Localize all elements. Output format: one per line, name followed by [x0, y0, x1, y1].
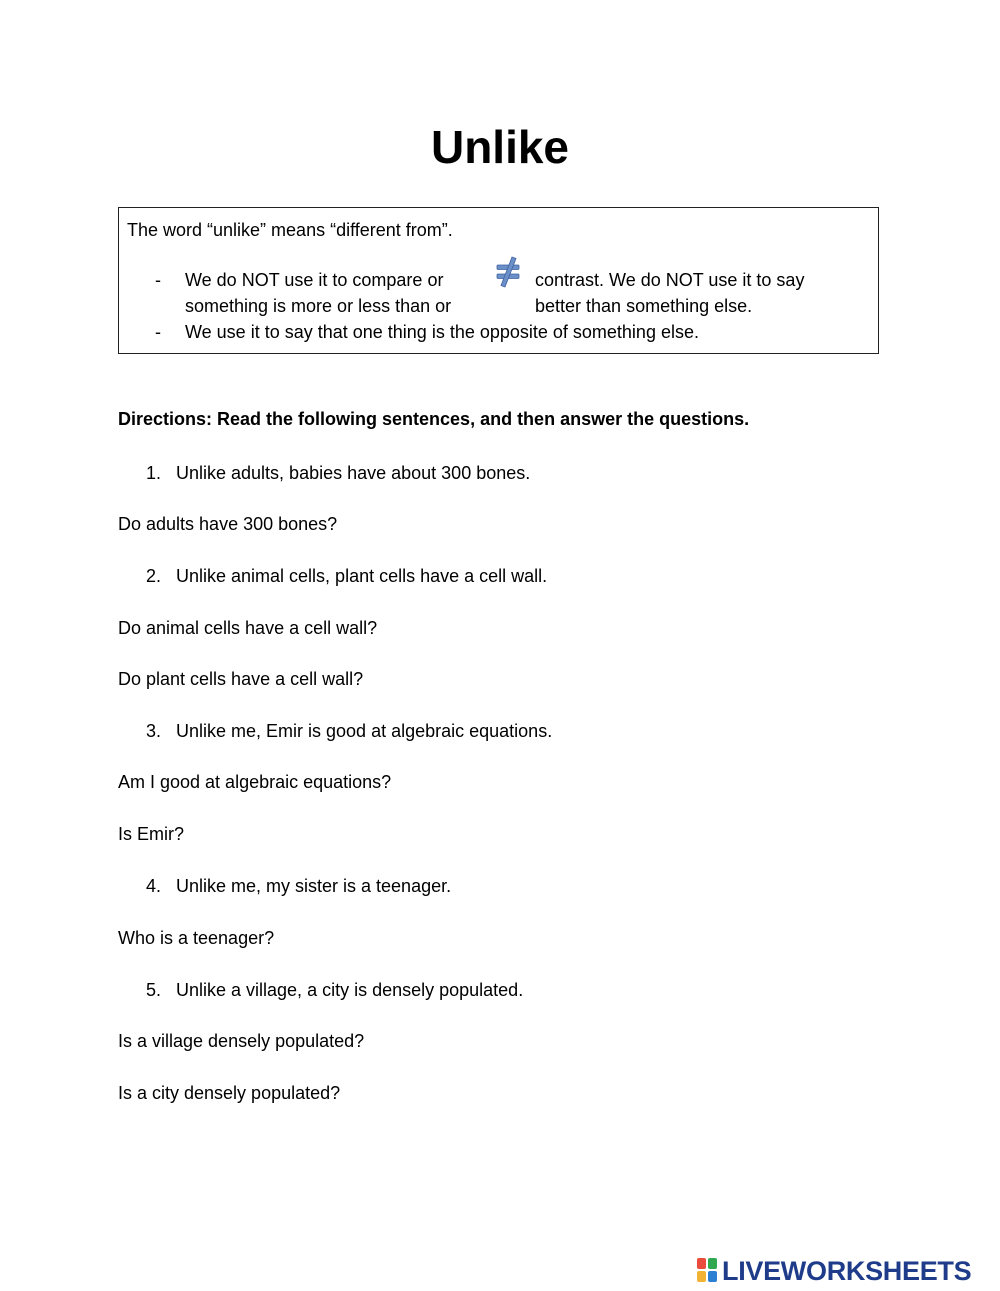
item-sentence: Unlike me, Emir is good at algebraic equations. [176, 721, 553, 741]
question: Who is a teenager? [118, 928, 275, 948]
item-sentence: Unlike a village, a city is densely populated. [176, 980, 524, 1000]
question: Am I good at algebraic equations? [118, 772, 392, 792]
liveworksheets-logo [697, 1256, 971, 1286]
directions: Directions: Read the following sentences, and then answer the questions. [118, 409, 750, 429]
item-sentence: Unlike adults, babies have about 300 bones. [176, 463, 531, 483]
logo-text: LIVEWORKSHEETS [722, 1256, 972, 1286]
question: Is a city densely populated? [118, 1083, 341, 1103]
bullet-1-line1-left: We do NOT use it to compare or [185, 270, 444, 290]
question: Do adults have 300 bones? [118, 514, 338, 534]
question: Do plant cells have a cell wall? [118, 669, 364, 689]
bullet-dash: - [155, 322, 161, 342]
definition-intro: The word “unlike” means “different from”. [127, 220, 453, 240]
not-equal-icon [493, 255, 523, 289]
item-number: 2. [146, 566, 162, 586]
item-number: 1. [146, 463, 162, 483]
item-number: 5. [146, 980, 162, 1000]
bullet-1-line1-right: contrast. We do NOT use it to say [535, 270, 805, 290]
item-number: 3. [146, 721, 162, 741]
page-title: Unlike [430, 121, 570, 173]
definition-box [118, 207, 879, 354]
question: Is a village densely populated? [118, 1031, 365, 1051]
question: Is Emir? [118, 824, 185, 844]
item-sentence: Unlike animal cells, plant cells have a cell wall. [176, 566, 548, 586]
question: Do animal cells have a cell wall? [118, 618, 378, 638]
logo-mark-icon [697, 1258, 719, 1284]
item-number: 4. [146, 876, 162, 896]
bullet-dash: - [155, 270, 161, 290]
logo-tile [708, 1258, 717, 1269]
logo-tile [708, 1271, 717, 1282]
bullet-1-line2-right: better than something else. [535, 296, 753, 316]
logo-tile [697, 1271, 706, 1282]
item-sentence: Unlike me, my sister is a teenager. [176, 876, 452, 896]
bullet-2-text: We use it to say that one thing is the opposite of something else. [185, 322, 699, 342]
bullet-1-line2-left: something is more or less than or [185, 296, 452, 316]
logo-tile [697, 1258, 706, 1269]
